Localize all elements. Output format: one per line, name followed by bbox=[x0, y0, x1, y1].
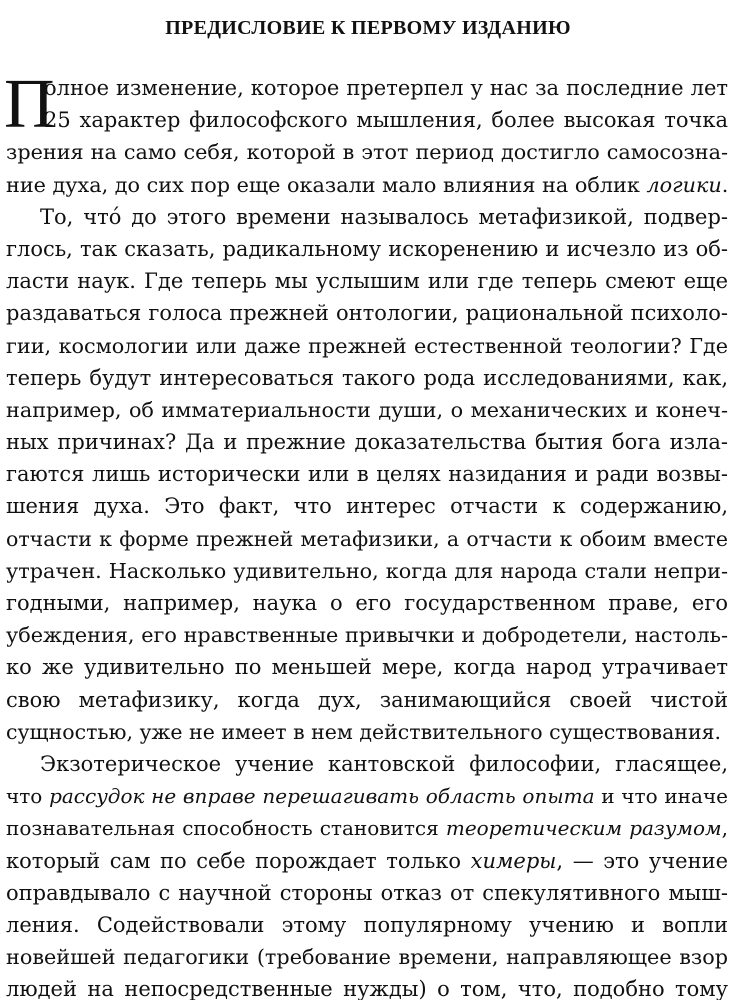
paragraph-3-line: Экзотерическое учение кантовской философии, гласящее, bbox=[40, 751, 728, 776]
paragraph-2-line: сущностью, уже не имеет в нем действительного существования. bbox=[6, 719, 722, 744]
paragraph-2-line: отчасти к форме прежней метафизики, а отчасти к обоим вместе bbox=[6, 526, 728, 551]
paragraph-3-line: людей на непосредственные нужды) о том, что, подобно тому bbox=[6, 977, 728, 1000]
paragraph-2-line: ласти наук. Где теперь мы услышим или где теперь смеют еще bbox=[6, 269, 728, 294]
paragraph-2-line: например, об имматериальности души, о механических и конеч- bbox=[6, 397, 728, 422]
italic-term: логики bbox=[646, 172, 722, 197]
text-run: ние духа, до сих пор еще оказали мало влияния на облик bbox=[6, 172, 647, 197]
paragraph-2-line: гии, космологии или даже прежней естественной теологии? Где bbox=[6, 333, 728, 358]
paragraph-2-line: ко же удивительно по меньшей мере, когда народ утрачивает bbox=[6, 655, 728, 680]
italic-phrase: рассудок не вправе перешагивать область опыта bbox=[49, 784, 595, 809]
text-run: , — это учение bbox=[556, 848, 729, 873]
paragraph-2-line: свою метафизику, когда дух, занимающийся своей чистой bbox=[6, 687, 728, 712]
paragraph-1-text: олное изменение, которое претерпел у нас за последние лет bbox=[44, 76, 728, 100]
drop-cap: П bbox=[4, 66, 55, 143]
paragraph-2-line: глось, так сказать, радикальному искоренению и исчезло из об- bbox=[6, 236, 728, 261]
italic-phrase: теоретическим разумом bbox=[445, 816, 722, 841]
paragraph-3-line: оправдывало с научной стороны отказ от спекулятивного мыш- bbox=[6, 880, 728, 905]
paragraph-3-line bbox=[6, 845, 728, 877]
paragraph-2-line: шения духа. Это факт, что интерес отчасти к содержанию, bbox=[6, 494, 728, 519]
text-run: и что иначе bbox=[594, 784, 728, 809]
paragraph-1-line-4 bbox=[6, 169, 728, 201]
paragraph-3-line bbox=[6, 812, 728, 844]
page-title: ПРЕДИСЛОВИЕ К ПЕРВОМУ ИЗДАНИЮ bbox=[165, 17, 571, 39]
text-run: который сам по себе порождает только bbox=[6, 848, 471, 873]
paragraph-2-line: убеждения, его нравственные привычки и добродетели, настоль- bbox=[6, 623, 728, 648]
italic-phrase: химеры bbox=[470, 848, 557, 873]
paragraph-2-line: раздаваться голоса прежней онтологии, рациональной психоло- bbox=[6, 301, 728, 326]
paragraph-3-line: ления. Содействовали этому популярному учению и вопли bbox=[6, 912, 728, 937]
paragraph-2-line: теперь будут интересоваться такого рода исследованиями, как, bbox=[6, 365, 728, 390]
paragraph-2-line: утрачен. Насколько удивительно, когда для народа стали непри- bbox=[6, 558, 728, 583]
body-text bbox=[4, 66, 729, 1000]
paragraph-2-line: гаются лишь исторически или в целях назидания и ради возвы- bbox=[6, 462, 728, 487]
text-run: , bbox=[721, 816, 728, 841]
paragraph-1-line-3: зрения на само себя, которой в этот период достигло самосозна- bbox=[6, 140, 728, 165]
text-run: познавательная способность становится bbox=[6, 816, 446, 841]
text-run: что bbox=[6, 784, 50, 809]
paragraph-2-line: годными, например, наука о его государственном праве, его bbox=[6, 591, 728, 615]
paragraph-2-line: ных причинах? Да и прежние доказательства бытия бога изла- bbox=[6, 430, 728, 455]
text-run: . bbox=[721, 172, 729, 197]
paragraph-3-line bbox=[6, 780, 728, 812]
paragraph-3-line: новейшей педагогики (требование времени, направляющее взор bbox=[6, 945, 728, 970]
paragraph-2-line: То, что́ до этого времени называлось метафизикой, подвер- bbox=[40, 204, 728, 229]
paragraph-1-line-2: 25 характер философского мышления, более высокая точка bbox=[44, 108, 728, 133]
